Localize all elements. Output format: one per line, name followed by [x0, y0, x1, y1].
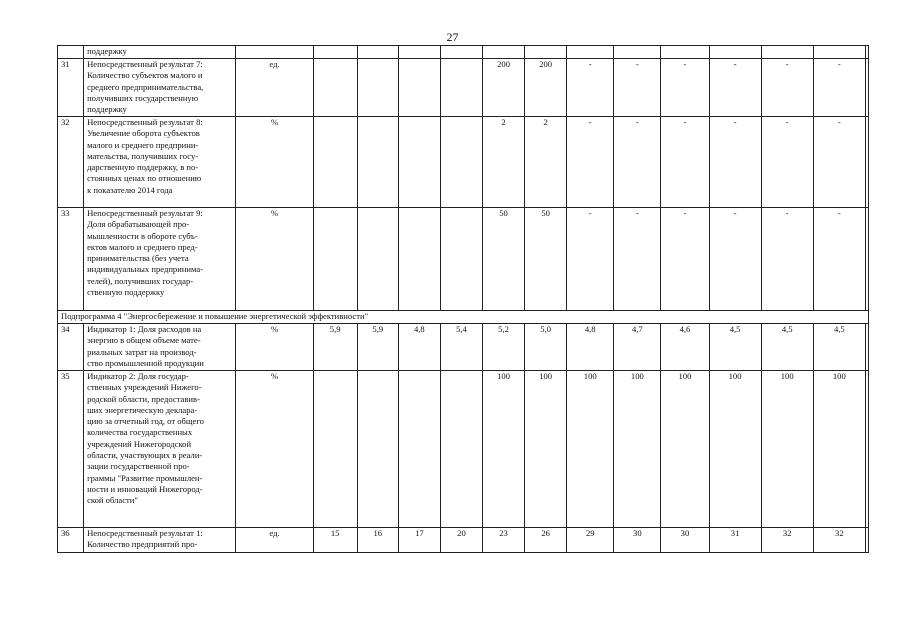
value-cell: 100 — [525, 371, 567, 528]
value-cell: - — [761, 208, 813, 311]
value-cell: - — [661, 117, 709, 208]
value-cell — [865, 208, 868, 311]
value-cell: 15 — [313, 528, 357, 553]
value-cell — [357, 59, 398, 117]
value-cell: - — [614, 59, 661, 117]
value-cell — [709, 46, 761, 59]
value-cell: 23 — [483, 528, 525, 553]
table-row — [58, 46, 869, 59]
value-cell: 20 — [440, 528, 482, 553]
row-number — [58, 46, 84, 59]
value-cell: 4,5 — [813, 324, 865, 371]
unit-cell: % — [236, 117, 313, 208]
value-cell — [865, 117, 868, 208]
value-cell: 29 — [567, 528, 614, 553]
value-cell: - — [567, 208, 614, 311]
indicator-description: Непосредственный результат 9: Доля обрабатывающей про- мышленности в обороте субъ- ектов малого и среднего пред- принимательства (без учета индивидуальных предпринима- телей), получивших государ- ственную поддержку — [84, 208, 236, 311]
value-cell: - — [614, 117, 661, 208]
value-cell: 32 — [761, 528, 813, 553]
value-cell — [398, 371, 440, 528]
value-cell — [313, 59, 357, 117]
value-cell — [661, 46, 709, 59]
value-cell: 30 — [661, 528, 709, 553]
value-cell — [761, 46, 813, 59]
table-row — [58, 528, 869, 553]
value-cell: - — [813, 117, 865, 208]
value-cell: 32 — [813, 528, 865, 553]
value-cell: - — [614, 208, 661, 311]
value-cell: 5,0 — [525, 324, 567, 371]
table-row — [58, 324, 869, 371]
value-cell: 5,2 — [483, 324, 525, 371]
value-cell: 4,7 — [614, 324, 661, 371]
value-cell — [865, 46, 868, 59]
value-cell: - — [661, 59, 709, 117]
value-cell: 100 — [709, 371, 761, 528]
unit-cell: ед. — [236, 59, 313, 117]
value-cell — [313, 208, 357, 311]
unit-cell: ед. — [236, 528, 313, 553]
value-cell — [357, 117, 398, 208]
row-number: 34 — [58, 324, 84, 371]
value-cell: 100 — [661, 371, 709, 528]
indicator-description: поддержку — [84, 46, 236, 59]
value-cell: 100 — [567, 371, 614, 528]
value-cell: 2 — [525, 117, 567, 208]
value-cell: 16 — [357, 528, 398, 553]
value-cell — [865, 528, 868, 553]
value-cell — [440, 117, 482, 208]
row-number: 31 — [58, 59, 84, 117]
table-row — [58, 208, 869, 311]
value-cell — [398, 59, 440, 117]
indicator-description: Индикатор 1: Доля расходов на энергию в общем объеме мате- риальных затрат на производ- ство промышленной продукции — [84, 324, 236, 371]
section-row — [58, 311, 869, 324]
value-cell — [440, 46, 482, 59]
row-number: 35 — [58, 371, 84, 528]
unit-cell: % — [236, 208, 313, 311]
value-cell: - — [567, 117, 614, 208]
page-number: 27 — [446, 30, 459, 44]
row-number: 33 — [58, 208, 84, 311]
value-cell: 4,5 — [761, 324, 813, 371]
value-cell: - — [567, 59, 614, 117]
indicator-description: Индикатор 2: Доля государ- ственных учреждений Нижего- родской области, предоставив- ших энергетическую деклара- цию за отчетный год, от общего количества государственных учреждений Нижегородской области, участвующих в реали- зации государственной про- граммы "Развитие промышлен- ности и инноваций Нижегород- ской области" — [84, 371, 236, 528]
row-number: 32 — [58, 117, 84, 208]
table-row — [58, 371, 869, 528]
unit-cell: % — [236, 371, 313, 528]
value-cell: 5,9 — [357, 324, 398, 371]
value-cell — [525, 46, 567, 59]
value-cell — [483, 46, 525, 59]
value-cell: 4,8 — [398, 324, 440, 371]
value-cell: - — [813, 59, 865, 117]
indicators-table — [57, 45, 869, 553]
value-cell: 17 — [398, 528, 440, 553]
value-cell: - — [761, 117, 813, 208]
table-row — [58, 117, 869, 208]
value-cell — [398, 208, 440, 311]
value-cell: 100 — [761, 371, 813, 528]
value-cell: - — [709, 208, 761, 311]
value-cell — [865, 324, 868, 371]
value-cell — [440, 371, 482, 528]
value-cell: - — [813, 208, 865, 311]
value-cell: 4,6 — [661, 324, 709, 371]
value-cell: - — [709, 117, 761, 208]
value-cell — [440, 59, 482, 117]
value-cell: 5,9 — [313, 324, 357, 371]
value-cell: - — [761, 59, 813, 117]
value-cell: 4,5 — [709, 324, 761, 371]
indicator-description: Непосредственный результат 7: Количество субъектов малого и среднего предпринимательства, получивших государственную поддержку — [84, 59, 236, 117]
row-number: 36 — [58, 528, 84, 553]
value-cell — [398, 117, 440, 208]
value-cell — [567, 46, 614, 59]
value-cell: 5,4 — [440, 324, 482, 371]
value-cell — [313, 117, 357, 208]
value-cell — [614, 46, 661, 59]
indicator-description: Непосредственный результат 8: Увеличение оборота субъектов малого и среднего предприни- мательства, получивших госу- дарственную поддержку, в по- стоянных ценах по отношению к показателю 2014 года — [84, 117, 236, 208]
value-cell: 100 — [483, 371, 525, 528]
value-cell: 26 — [525, 528, 567, 553]
value-cell: - — [709, 59, 761, 117]
value-cell: 50 — [525, 208, 567, 311]
value-cell: 30 — [614, 528, 661, 553]
value-cell: 200 — [483, 59, 525, 117]
value-cell — [398, 46, 440, 59]
value-cell: 200 — [525, 59, 567, 117]
unit-cell: % — [236, 324, 313, 371]
table-row — [58, 59, 869, 117]
value-cell: 100 — [614, 371, 661, 528]
value-cell — [813, 46, 865, 59]
value-cell: 2 — [483, 117, 525, 208]
value-cell: 100 — [813, 371, 865, 528]
value-cell — [357, 208, 398, 311]
value-cell — [313, 46, 357, 59]
value-cell: - — [661, 208, 709, 311]
value-cell: 31 — [709, 528, 761, 553]
value-cell: 4,8 — [567, 324, 614, 371]
value-cell — [865, 59, 868, 117]
value-cell — [357, 371, 398, 528]
value-cell — [865, 371, 868, 528]
value-cell — [440, 208, 482, 311]
indicator-description: Непосредственный результат 1: Количество предприятий про- — [84, 528, 236, 553]
value-cell — [313, 371, 357, 528]
value-cell — [357, 46, 398, 59]
section-title: Подпрограмма 4 "Энергосбережение и повышение энергетической эффективности" — [58, 311, 869, 324]
unit-cell — [236, 46, 313, 59]
value-cell: 50 — [483, 208, 525, 311]
